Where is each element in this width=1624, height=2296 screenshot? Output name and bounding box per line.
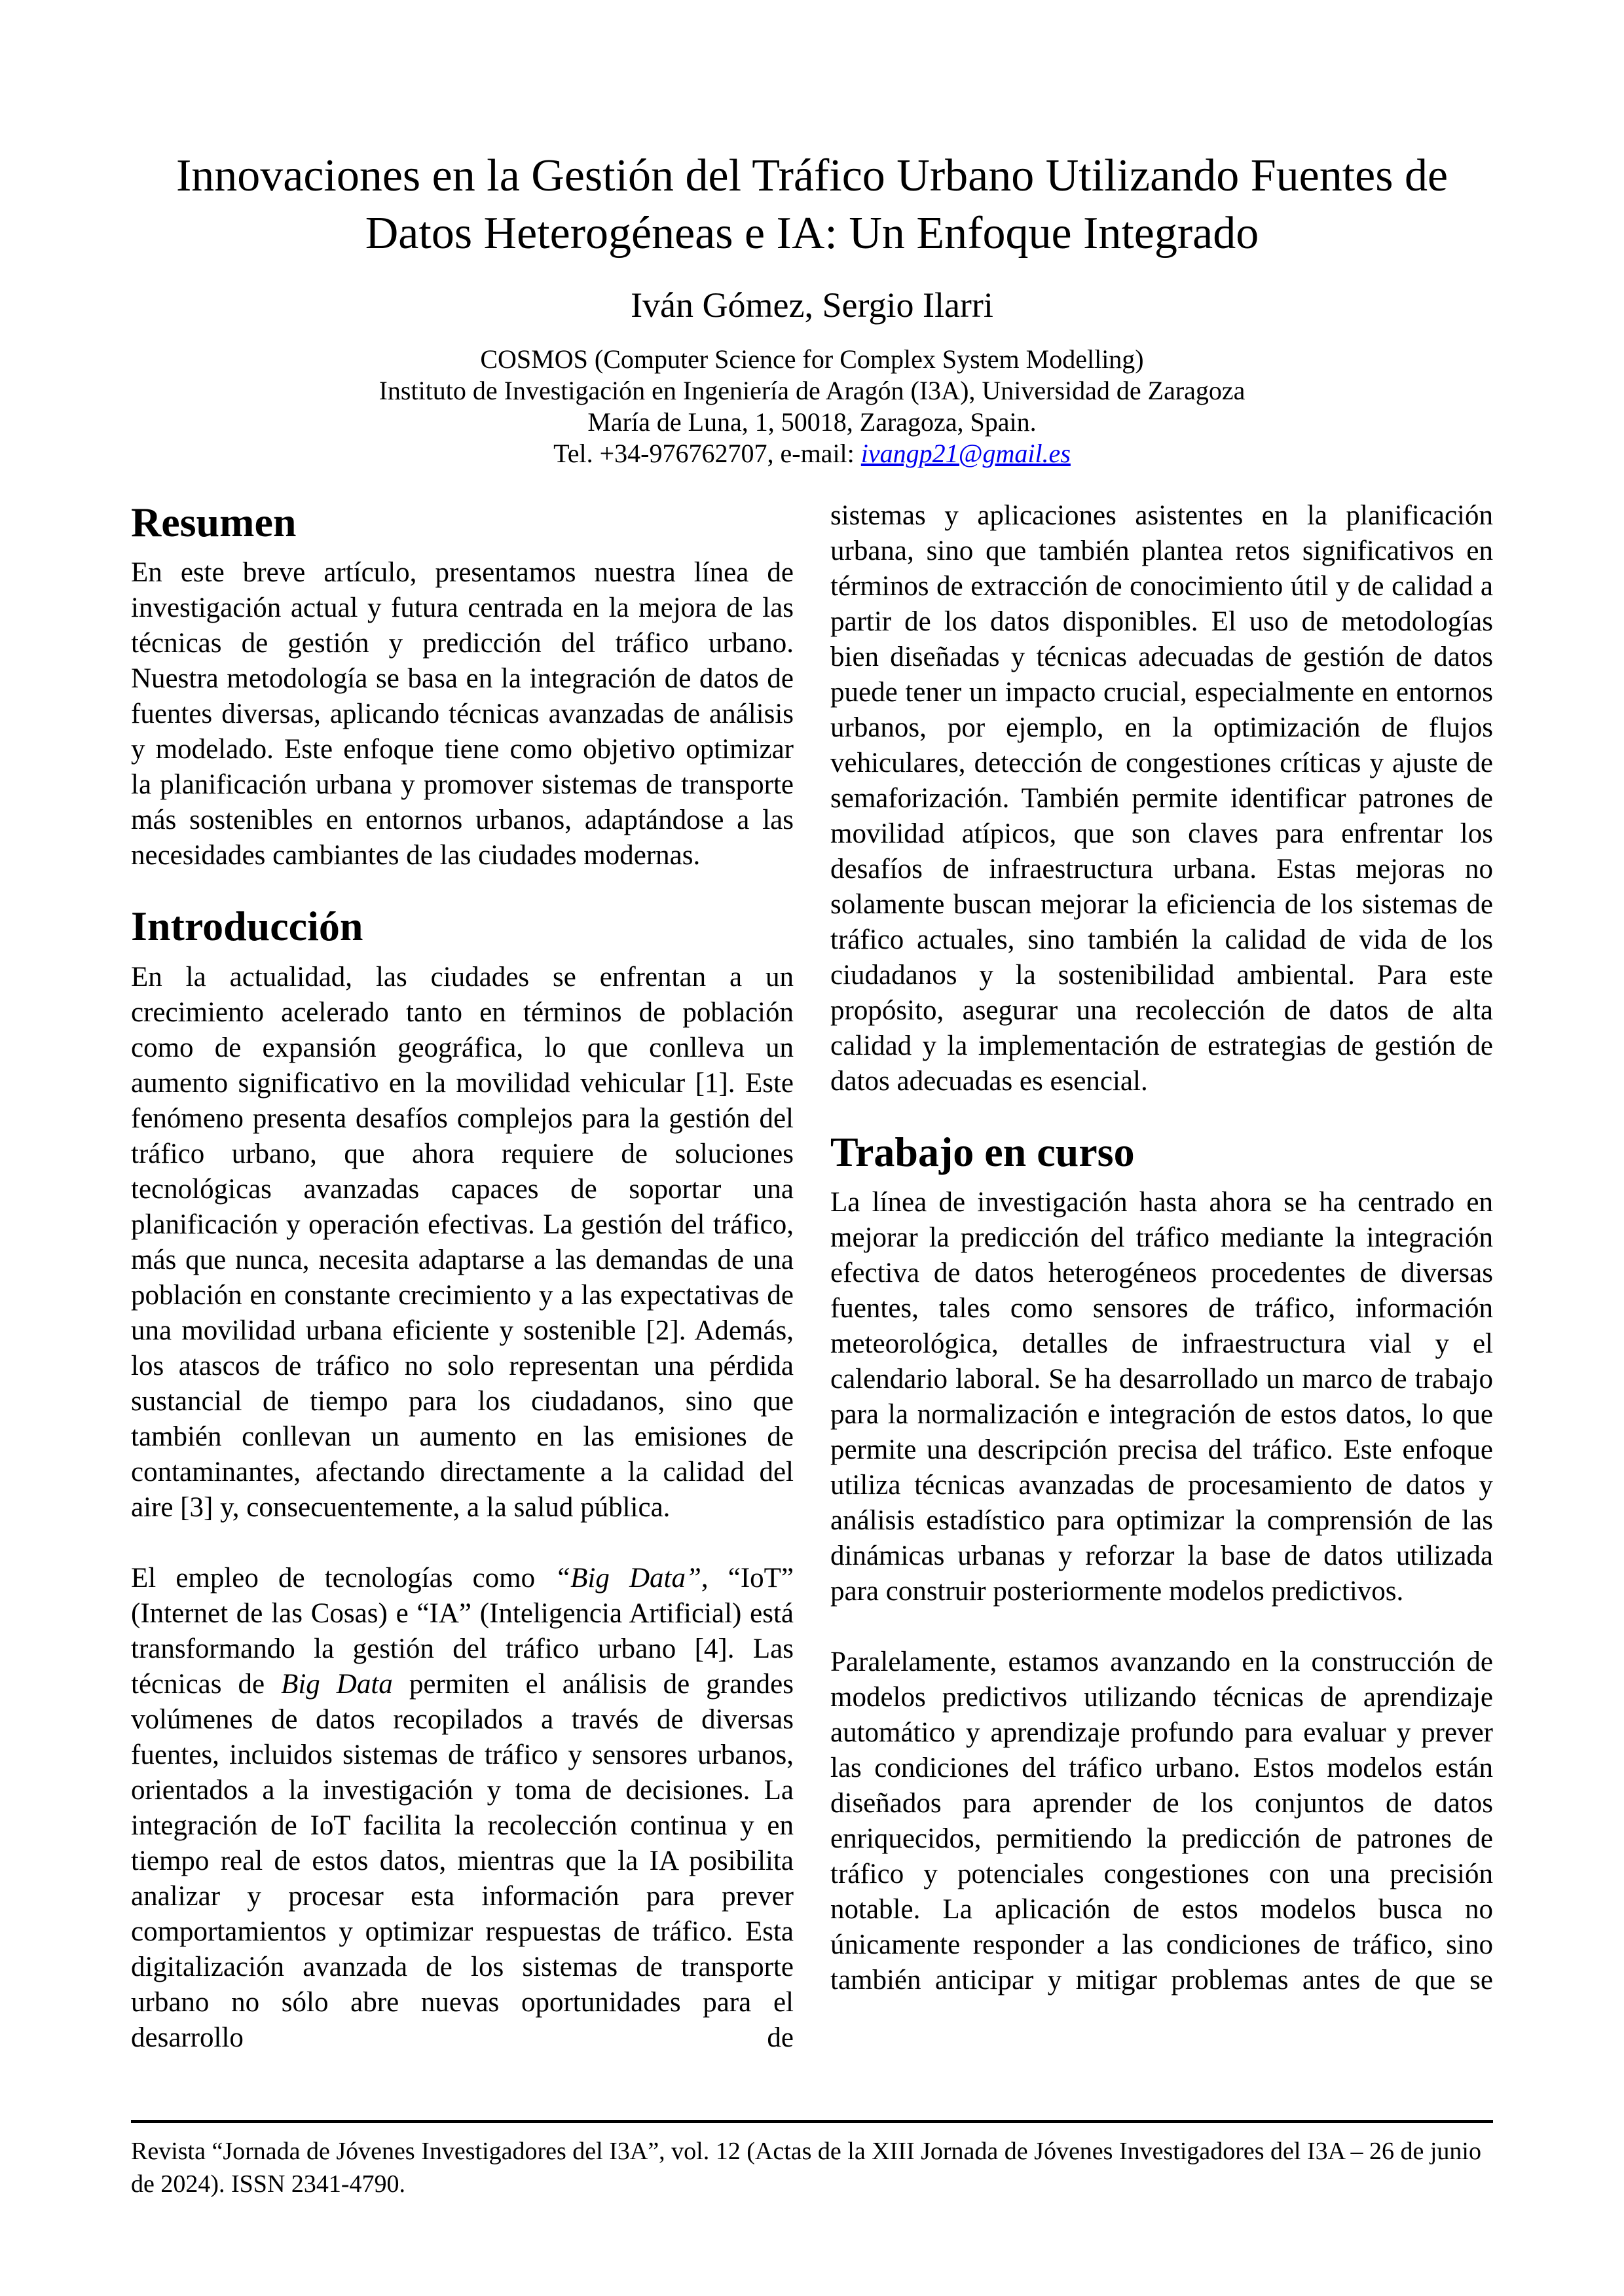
right-column [830,498,1493,2056]
section-heading-introduccion: Introducción [131,903,363,950]
affiliation-group: COSMOS (Computer Science for Complex System Modelling) [480,344,1144,374]
page-footer [131,2120,1493,2200]
continuation-paragraph: sistemas y aplicaciones asistentes en la planificación urbana, sino que también plantea retos significativos en términos de extracción de conocimiento útil y de calidad a partir de los datos disponibles. El uso de metodologías bien diseñadas y técnicas adecuadas de gestión de datos puede tener un impacto crucial, especialmente en entornos urbanos, por ejemplo, en la optimización de flujos vehiculares, detección de congestiones críticas y ajuste de semaforización. También permite identificar patrones de movilidad atípicos, que son claves para enfrentar los desafíos de infraestructura urbana. Estas mejoras no solamente buscan mejorar la eficiencia de los sistemas de tráfico actuales, sino también la calidad de vida de los ciudadanos y la sostenibilidad ambiental. Para este propósito, asegurar una recolección de datos de alta calidad y la implementación de estrategias de gestión de datos adecuadas es esencial. [830,500,1493,1097]
italic-term-big-data: Big Data [281,1668,393,1700]
section-heading-resumen: Resumen [131,498,297,545]
contact-line [131,438,1493,469]
affiliation-institute: Instituto de Investigación en Ingeniería de Aragón (I3A), Universidad de Zaragoza [378,375,1246,405]
resumen-paragraph: En este breve artículo, presentamos nuestra línea de investigación actual y futura centrada en la mejora de las técnicas de gestión y predicción del tráfico urbano. Nuestra metodología se basa en la integración de datos de fuentes diversas, aplicando técnicas avanzadas de análisis y modelado. Este enfoque tiene como objetivo optimizar la planificación urbana y promover sistemas de transporte más sostenibles en entornos urbanos, adaptándose a las necesidades cambiantes de las ciudades modernas. [131,557,794,871]
italic-term-big-data-quoted: “Big Data” [555,1562,701,1594]
left-column [131,498,794,2056]
introduccion-paragraph-2 [131,1561,794,2056]
email-link[interactable]: ivangp21@gmail.es [860,438,1071,468]
affiliation-address: María de Luna, 1, 50018, Zaragoza, Spain. [587,407,1037,437]
paper-title: Innovaciones en la Gestión del Tráfico Urbano Utilizando Fuentes de Datos Heterogéneas e IA: Un Enfoque Integrado [175,151,1449,259]
introduccion-paragraph-1: En la actualidad, las ciudades se enfrentan a un crecimiento acelerado tanto en términos de población como de expansión geográfica, lo que conlleva un aumento significativo en la movilidad vehicular [1]. Este fenómeno presenta desafíos complejos para la gestión del tráfico urbano, que ahora requiere de soluciones tecnológicas avanzadas capaces de soportar una planificación y operación efectivas. La gestión del tráfico, más que nunca, necesita adaptarse a las demandas de una población en constante crecimiento y a las expectativas de una movilidad urbana eficiente y sostenible [2]. Además, los atascos de tráfico no solo representan una pérdida sustancial de tiempo para los ciudadanos, sino que también conllevan un aumento en las emisiones de contaminantes, afectando directamente a la calidad del aire [3] y, consecuentemente, a la salud pública. [131,961,794,1523]
affiliation-block [131,344,1493,469]
section-heading-trabajo-en-curso: Trabajo en curso [830,1128,1135,1175]
text-segment: permiten el análisis de grandes volúmenes de datos recopilados a través de diversas fuentes, incluidos sistemas de tráfico y sensores urbanos, orientados a la investigación y toma de decisiones. La integración de IoT facilita la recolección continua y en tiempo real de estos datos, mientras que la IA posibilita analizar y procesar esta información para prever comportamientos y optimizar respuestas de tráfico. Esta digitalización avanzada de los sistemas de transporte urbano no sólo abre nuevas oportunidades para el desarrollo de [131,1668,794,2053]
trabajo-paragraph-1: La línea de investigación hasta ahora se ha centrado en mejorar la predicción del tráfico mediante la integración efectiva de datos heterogéneos procedentes de diversas fuentes, tales como sensores de tráfico, información meteorológica, detalles de infraestructura vial y el calendario laboral. Se ha desarrollado un marco de trabajo para la normalización e integración de estos datos, lo que permite una descripción precisa del tráfico. Este enfoque utiliza técnicas avanzadas de procesamiento de datos y análisis estadístico para optimizar la comprensión de las dinámicas urbanas y reforzar la base de datos utilizada para construir posteriormente modelos predictivos. [830,1187,1493,1607]
text-segment: El empleo de tecnologías como [131,1562,555,1594]
contact-prefix: Tel. +34-976762707, e-mail: [553,438,861,468]
trabajo-paragraph-2: Paralelamente, estamos avanzando en la construcción de modelos predictivos utilizando técnicas de aprendizaje automático y aprendizaje profundo para evaluar y prever las condiciones del tráfico urbano. Estos modelos están diseñados para aprender de los conjuntos de datos enriquecidos, permitiendo la predicción de patrones de tráfico y potenciales congestiones con una precisión notable. La aplicación de estos modelos busca no únicamente responder a las condiciones de tráfico, sino también anticipar y mitigar problemas antes de que se [830,1647,1493,1996]
authors-line: Iván Gómez, Sergio Ilarri [631,285,993,325]
footer-text: Revista “Jornada de Jóvenes Investigadores del I3A”, vol. 12 (Actas de la XIII Jornada de Jóvenes Investigadores del I3A – 26 de junio de 2024). ISSN 2341-4790. [131,2138,1481,2198]
text-segment: , “IoT” (Internet de las Cosas) e “IA” (Inteligencia Artificial) está transformando la gestión del tráfico urbano [4]. Las técnicas de [131,1562,794,1700]
two-column-body [131,498,1493,2056]
